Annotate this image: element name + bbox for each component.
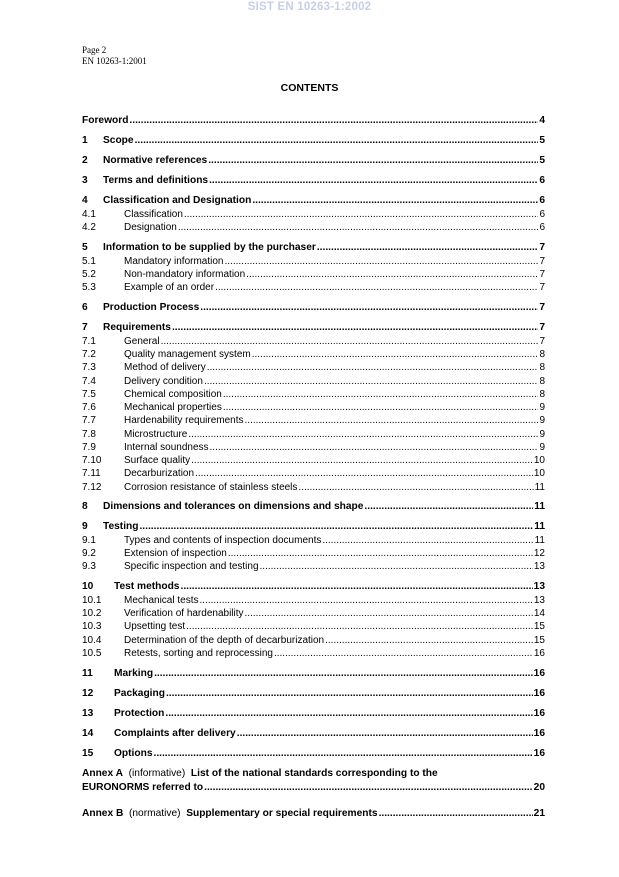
toc-leader-dots [208, 154, 538, 168]
toc-subsection-entry [82, 401, 545, 415]
toc-leader-dots [223, 388, 539, 402]
toc-subsection-entry [82, 647, 545, 661]
toc-section-entry [82, 301, 545, 315]
toc-leader-dots [153, 747, 532, 761]
toc-leader-dots [245, 607, 533, 621]
toc-section-entry [82, 154, 545, 168]
toc-entry-label: General [124, 336, 160, 347]
toc-leader-dots [260, 560, 533, 574]
toc-entry-label: Types and contents of inspection documents [124, 535, 322, 546]
page-title: CONTENTS [280, 82, 339, 94]
toc-leader-dots [210, 441, 539, 455]
toc-entry-label: Mandatory information [124, 256, 224, 267]
toc-entry-label: Verification of hardenability [124, 608, 244, 619]
toc-entry-page: 8 [539, 389, 545, 400]
toc-entry-label: Information to be supplied by the purchaser [103, 242, 316, 253]
toc-entry-page: 16 [533, 668, 545, 679]
annex-line [82, 807, 545, 821]
toc-leader-dots [165, 707, 532, 721]
toc-entry-label: Terms and definitions [103, 175, 209, 186]
toc-leader-dots [184, 208, 539, 222]
toc-leader-dots [186, 620, 533, 634]
toc-entry-page: 6 [539, 195, 545, 206]
toc-entry-number: 10.3 [82, 621, 102, 632]
toc-section-entry [82, 747, 545, 761]
toc-entry-page: 7 [539, 256, 545, 267]
toc-entry-number: 7.1 [82, 336, 96, 347]
toc-leader-dots [223, 401, 539, 415]
toc-leader-dots [228, 547, 533, 561]
toc-leader-dots [139, 520, 533, 534]
toc-entry-label: Non-mandatory information [124, 269, 246, 280]
toc-entry-label: Requirements [103, 322, 171, 333]
toc-leader-dots [364, 500, 533, 514]
toc-entry-number: 10.1 [82, 595, 102, 606]
toc-entry-label: Packaging [114, 688, 165, 699]
toc-section-entry [82, 500, 545, 514]
toc-entry-number: 9.1 [82, 535, 96, 546]
toc-entry-page: 16 [533, 688, 545, 699]
toc-entry-page: 20 [533, 782, 545, 793]
toc-entry-label: Quality management system [124, 349, 251, 360]
toc-leader-dots [204, 375, 539, 389]
toc-entry-number: 3 [82, 175, 88, 186]
toc-entry-page: 8 [539, 349, 545, 360]
toc-entry-label: Internal soundness [124, 442, 209, 453]
toc-entry-number: 10 [82, 581, 94, 592]
toc-section-entry [82, 687, 545, 701]
toc-entry-label: Microstructure [124, 429, 188, 440]
toc-entry-number: 9 [82, 521, 88, 532]
standard-number: EN 10263-1:2001 [82, 56, 147, 66]
toc-subsection-entry [82, 208, 545, 222]
toc-subsection-entry [82, 454, 545, 468]
toc-entry-label: Complaints after delivery [114, 728, 236, 739]
toc-entry-label: Designation [124, 222, 177, 233]
toc-entry-page: 4 [539, 115, 545, 126]
toc-entry-label: Specific inspection and testing [124, 561, 259, 572]
toc-leader-dots [166, 687, 533, 701]
toc-entry-label: Mechanical properties [124, 402, 222, 413]
toc-entry-number: 8 [82, 501, 88, 512]
toc-entry-label: Marking [114, 668, 154, 679]
toc-entry-number: 2 [82, 155, 88, 166]
toc-section-entry [82, 580, 545, 594]
toc-section-entry [82, 707, 545, 721]
toc-entry-label: Protection [114, 708, 165, 719]
toc-entry-label: Dimensions and tolerances on dimensions and shape [103, 501, 364, 512]
toc-entry-page: 14 [533, 608, 545, 619]
toc-leader-dots [215, 281, 538, 295]
toc-entry-page: 15 [533, 621, 545, 632]
toc-entry-number: 5.3 [82, 282, 96, 293]
toc-entry-label: Options [114, 748, 153, 759]
toc-leader-dots [322, 534, 533, 548]
toc-subsection-entry [82, 388, 545, 402]
annex-type: (informative) [128, 768, 186, 779]
toc-subsection-entry [82, 441, 545, 455]
toc-entry-number: 4.1 [82, 209, 96, 220]
toc-subsection-entry [82, 547, 545, 561]
toc-leader-dots [191, 454, 533, 468]
toc-entry-page: 16 [533, 748, 545, 759]
annex-title: List of the national standards corresponding to the [190, 768, 438, 779]
toc-entry-page: 7 [539, 322, 545, 333]
toc-entry-label: Foreword [82, 115, 129, 126]
toc-entry-number: 7.5 [82, 389, 96, 400]
toc-subsection-entry [82, 361, 545, 375]
toc-entry-page: 7 [539, 269, 545, 280]
toc-entry-page: 9 [539, 402, 545, 413]
toc-subsection-entry [82, 534, 545, 548]
toc-entry-page: 11 [534, 501, 545, 512]
toc-entry-number: 7.9 [82, 442, 96, 453]
toc-entry-page: 6 [539, 175, 545, 186]
toc-entry-number: 12 [82, 688, 94, 699]
annex-title-continued [82, 781, 545, 795]
toc-subsection-entry [82, 221, 545, 235]
toc-entry-label: Extension of inspection [124, 548, 227, 559]
toc-entry-number: 5 [82, 242, 88, 253]
toc-leader-dots [178, 221, 539, 235]
toc-entry-number: 6 [82, 302, 88, 313]
toc-section-entry [82, 321, 545, 335]
toc-subsection-entry [82, 335, 545, 349]
toc-entry-page: 13 [533, 581, 545, 592]
toc-entry-number: 7.8 [82, 429, 96, 440]
toc-entry-number: 7 [82, 322, 88, 333]
toc-entry-number: 7.11 [82, 468, 101, 479]
toc-subsection-entry [82, 348, 545, 362]
toc-entry-label: Production Process [103, 302, 200, 313]
toc-entry-label: Delivery condition [124, 376, 203, 387]
toc-entry-page: 11 [534, 535, 545, 546]
toc-entry-label: Classification [124, 209, 183, 220]
toc-subsection-entry [82, 281, 545, 295]
toc-leader-dots [207, 361, 539, 375]
toc-entry-number: 10.5 [82, 648, 102, 659]
toc-leader-dots [252, 194, 538, 208]
toc-subsection-entry [82, 481, 545, 495]
toc-subsection-entry [82, 375, 545, 389]
toc-entry-page: 7 [539, 282, 545, 293]
toc-entry-number: 13 [82, 708, 94, 719]
toc-leader-dots [180, 580, 532, 594]
toc-leader-dots [274, 647, 533, 661]
toc-entry-number: 7.4 [82, 376, 96, 387]
toc-entry-label: Mechanical tests [124, 595, 199, 606]
toc-entry-page: 21 [533, 808, 545, 819]
toc-leader-dots [237, 727, 533, 741]
toc-leader-dots [200, 301, 538, 315]
toc-entry-page: 13 [533, 595, 545, 606]
toc-annex-entry [82, 767, 545, 795]
toc-leader-dots [245, 414, 539, 428]
toc-entry-number: 7.7 [82, 415, 96, 426]
annex-id: Annex A [82, 768, 123, 779]
toc-entry-page: 9 [539, 442, 545, 453]
toc-entry-number: 5.1 [82, 256, 96, 267]
toc-entry-page: 7 [539, 336, 545, 347]
toc-section-entry [82, 114, 545, 128]
toc-entry-page: 6 [539, 209, 545, 220]
toc-entry-page: 8 [539, 362, 545, 373]
toc-entry-label: Method of delivery [124, 362, 206, 373]
toc-entry-label: Chemical composition [124, 389, 222, 400]
toc-entry-number: 5.2 [82, 269, 96, 280]
toc-section-entry [82, 194, 545, 208]
toc-entry-number: 15 [82, 748, 94, 759]
toc-entry-page: 5 [539, 155, 545, 166]
toc-entry-page: 16 [533, 728, 545, 739]
toc-entry-page: 10 [533, 468, 545, 479]
toc-leader-dots [317, 241, 538, 255]
toc-entry-label: Determination of the depth of decarburization [124, 635, 325, 646]
toc-annex-entry [82, 807, 545, 821]
toc-subsection-entry [82, 620, 545, 634]
toc-entry-page: 15 [533, 635, 545, 646]
toc-entry-label: Corrosion resistance of stainless steels [124, 482, 298, 493]
toc-subsection-entry [82, 414, 545, 428]
toc-entry-page: 5 [539, 135, 545, 146]
toc-entry-number: 14 [82, 728, 94, 739]
toc-entry-number: 4.2 [82, 222, 96, 233]
toc-leader-dots [154, 667, 533, 681]
toc-section-entry [82, 134, 545, 148]
annex-title-line2: EURONORMS referred to [82, 782, 204, 793]
toc-entry-label: Scope [103, 135, 134, 146]
toc-subsection-entry [82, 634, 545, 648]
toc-entry-page: 16 [533, 708, 545, 719]
toc-subsection-entry [82, 594, 545, 608]
toc-entry-number: 1 [82, 135, 88, 146]
toc-leader-dots [129, 114, 538, 128]
toc-leader-dots [204, 781, 533, 795]
toc-leader-dots [225, 255, 539, 269]
toc-leader-dots [161, 335, 539, 349]
toc-entry-label: Decarburization [124, 468, 195, 479]
toc-entry-label: Normative references [103, 155, 208, 166]
toc-leader-dots [298, 481, 533, 495]
toc-subsection-entry [82, 607, 545, 621]
toc-section-entry [82, 667, 545, 681]
toc-entry-label: Testing [103, 521, 139, 532]
toc-section-entry [82, 174, 545, 188]
toc-entry-label: Hardenability requirements [124, 415, 244, 426]
toc-entry-number: 10.4 [82, 635, 102, 646]
toc-entry-label: Classification and Designation [103, 195, 252, 206]
toc-entry-page: 16 [533, 648, 545, 659]
toc-leader-dots [209, 174, 538, 188]
annex-id: Annex B [82, 808, 124, 819]
toc-entry-number: 4 [82, 195, 88, 206]
toc-leader-dots [188, 428, 538, 442]
toc-entry-page: 6 [539, 222, 545, 233]
toc-entry-number: 10.2 [82, 608, 102, 619]
toc-entry-label: Test methods [114, 581, 180, 592]
toc-leader-dots [199, 594, 532, 608]
toc-entry-page: 11 [534, 521, 545, 532]
toc-entry-page: 11 [534, 482, 545, 493]
toc-subsection-entry [82, 560, 545, 574]
toc-entry-page: 9 [539, 415, 545, 426]
toc-entry-number: 7.12 [82, 482, 102, 493]
toc-subsection-entry [82, 467, 545, 481]
toc-entry-label: Surface quality [124, 455, 191, 466]
toc-leader-dots [325, 634, 533, 648]
toc-entry-label: Upsetting test [124, 621, 186, 632]
page-number: Page 2 [82, 45, 107, 55]
watermark: SIST EN 10263-1:2002 [247, 1, 372, 13]
toc-leader-dots [252, 348, 539, 362]
toc-entry-number: 7.2 [82, 349, 96, 360]
toc-subsection-entry [82, 255, 545, 269]
annex-title: Supplementary or special requirements [186, 808, 378, 819]
toc-leader-dots [172, 321, 538, 335]
toc-section-entry [82, 241, 545, 255]
annex-type: (normative) [129, 808, 181, 819]
toc-subsection-entry [82, 268, 545, 282]
toc-entry-page: 13 [533, 561, 545, 572]
toc-entry-number: 7.10 [82, 455, 102, 466]
toc-entry-number: 9.2 [82, 548, 96, 559]
toc-leader-dots [379, 807, 533, 821]
toc-entry-number: 7.6 [82, 402, 96, 413]
toc-leader-dots [246, 268, 538, 282]
toc-entry-number: 7.3 [82, 362, 96, 373]
toc-section-entry [82, 727, 545, 741]
toc-subsection-entry [82, 428, 545, 442]
toc-entry-label: Retests, sorting and reprocessing [124, 648, 273, 659]
toc-entry-label: Example of an order [124, 282, 215, 293]
toc-leader-dots [135, 134, 539, 148]
toc-entry-page: 10 [533, 455, 545, 466]
toc-entry-page: 7 [539, 242, 545, 253]
toc-entry-page: 12 [533, 548, 545, 559]
toc-leader-dots [195, 467, 533, 481]
toc-entry-page: 7 [539, 302, 545, 313]
toc-entry-page: 8 [539, 376, 545, 387]
toc-entry-number: 9.3 [82, 561, 96, 572]
toc-entry-number: 11 [82, 668, 93, 679]
toc-section-entry [82, 520, 545, 534]
toc-entry-page: 9 [539, 429, 545, 440]
page-header [82, 45, 147, 67]
